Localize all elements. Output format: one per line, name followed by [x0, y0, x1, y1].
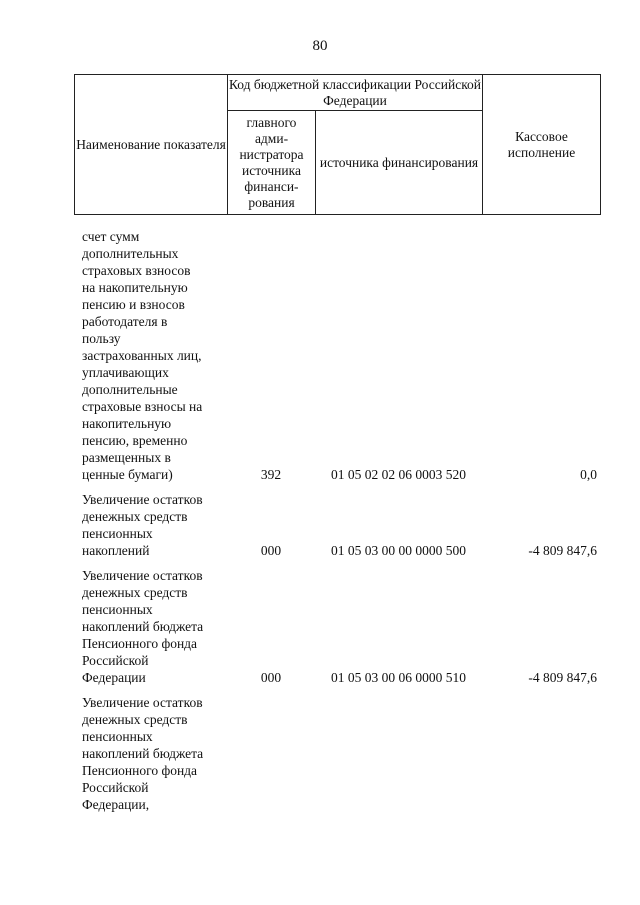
- row-amount: -4 809 847,6: [528, 670, 597, 685]
- row-source-code: [315, 694, 482, 813]
- table-body: [74, 228, 600, 813]
- row-name: счет сумм дополнительных страховых взносов на накопительную пенсию и взносов работодателя в пользу застрахованных лиц, уплачивающих дополнительные страховые взносы на накопительную пенсию, временно размещенных в ценные бумаги): [82, 229, 203, 482]
- header-admin-line: нистратора: [239, 146, 304, 162]
- row-admin-code: [227, 694, 315, 813]
- header-admin-line: главного: [246, 114, 297, 130]
- page-number: 80: [312, 38, 328, 54]
- row-amount: [482, 694, 600, 813]
- header-source-column: источника финансирования: [316, 111, 483, 215]
- header-admin-line: рования: [248, 194, 295, 210]
- row-name: Увеличение остатков денежных средств пенсионных накоплений: [82, 492, 203, 558]
- row-source-code: 01 05 02 02 06 0003 520: [331, 467, 466, 482]
- header-name-column: Наименование показателя: [75, 75, 228, 215]
- header-admin-line: источника: [242, 162, 301, 178]
- header-code-group: Код бюджетной классификации Российской Федерации: [228, 75, 483, 111]
- table-row: [74, 567, 600, 694]
- table-row: [74, 228, 600, 491]
- table-header: [74, 74, 601, 215]
- row-admin-code: 392: [260, 467, 282, 482]
- table-row: [74, 491, 600, 567]
- row-amount: -4 809 847,6: [528, 543, 597, 558]
- header-admin-column: [228, 111, 316, 215]
- table-row: [74, 694, 600, 813]
- row-name: Увеличение остатков денежных средств пенсионных накоплений бюджета Пенсионного фонда Российской Федерации,: [82, 695, 204, 812]
- header-admin-line: адми-: [254, 130, 289, 146]
- header-execution-column: Кассовое исполнение: [483, 75, 601, 215]
- row-source-code: 01 05 03 00 06 0000 510: [331, 670, 466, 685]
- row-admin-code: 000: [260, 670, 282, 685]
- row-amount: 0,0: [580, 467, 597, 482]
- row-name: Увеличение остатков денежных средств пенсионных накоплений бюджета Пенсионного фонда Российской Федерации: [82, 568, 204, 685]
- row-admin-code: 000: [260, 543, 282, 558]
- header-admin-line: финанси-: [244, 178, 299, 194]
- row-source-code: 01 05 03 00 00 0000 500: [331, 543, 466, 558]
